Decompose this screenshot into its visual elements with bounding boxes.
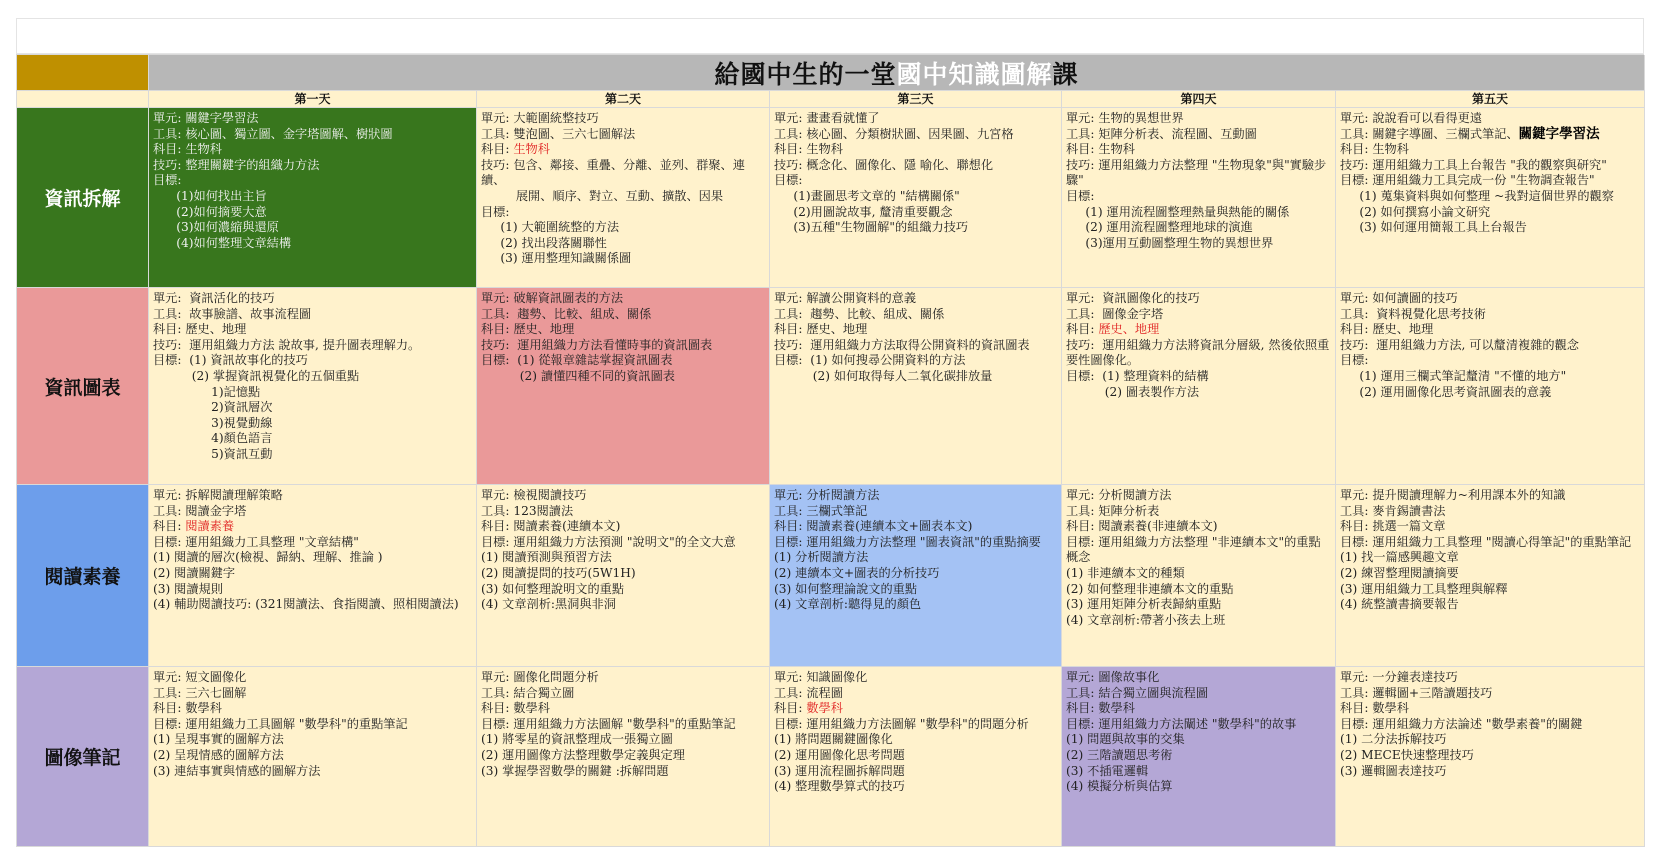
header-blank-cell[interactable] <box>17 91 149 108</box>
spreadsheet <box>16 18 1644 848</box>
cell-r1-d3[interactable]: 單元: 畫畫看就懂了 工具: 核心圖、分類樹狀圖、因果圖、九宮格 科目: 生物科 技巧: 概念化、圖像化、隱 喻化、聯想化 目標: (1)畫圖思考文章的 "結構關係" (2)用圖說故事, 釐清重要觀念 (3)五種"生物圖解"的組織力技巧 <box>770 108 1062 288</box>
day-header-2[interactable]: 第二天 <box>477 91 770 108</box>
cell-r3-d1[interactable]: 單元: 拆解閱讀理解策略 工具: 閱讀金字塔 科目: 閱讀素養 目標: 運用組織力工具整理 "文章結構" (1) 閱讀的層次(檢視、歸納、理解、推論 ) (2) 閱讀關鍵字 (3) 閱讀規則 (4) 輔助閱讀技巧: (321閱讀法、食指閱讀、照相閱讀法) <box>149 485 477 667</box>
cell-r3-d4[interactable]: 單元: 分析閱讀方法 工具: 矩陣分析表 科目: 閱讀素養(非連續本文) 目標: 運用組織力方法整理 "非連續本文"的重點概念 (1) 非連續本文的種類 (2) 如何整理非連續本文的重點 (3) 運用矩陣分析表歸納重點 (4) 文章剖析:帶著小孩去上班 <box>1062 485 1336 667</box>
cell-r2-d2[interactable]: 單元: 破解資訊圖表的方法 工具: 趨勢、比較、組成、關係 科目: 歷史、地理 技巧: 運用組織力方法看懂時事的資訊圖表 目標: (1) 從報章雜誌掌握資訊圖表 (2) 讀懂四種不同的資訊圖表 <box>477 288 770 485</box>
cell-r2-d3[interactable]: 單元: 解讀公開資料的意義 工具: 趨勢、比較、組成、關係 科目: 歷史、地理 技巧: 運用組織力方法取得公開資料的資訊圖表 目標: (1) 如何搜尋公開資料的方法 (2) 如何取得每人二氧化碳排放量 <box>770 288 1062 485</box>
cell-r3-d3[interactable]: 單元: 分析閱讀方法 工具: 三欄式筆記 科目: 閱讀素養(連續本文+圖表本文) 目標: 運用組織力方法整理 "圖表資訊"的重點摘要 (1) 分析閱讀方法 (2) 連續本文+圖表的分析技巧 (3) 如何整理論說文的重點 (4) 文章剖析:聽得見的顏色 <box>770 485 1062 667</box>
title-part-1: 給國中生的一堂 <box>714 59 897 89</box>
row-header-reading-literacy[interactable]: 閱讀素養 <box>17 485 149 667</box>
cell-r3-d2[interactable]: 單元: 檢視閱讀技巧 工具: 123閱讀法 科目: 閱讀素養(連續本文) 目標: 運用組織力方法預測 "說明文"的全文大意 (1) 閱讀預測與預習方法 (2) 閱讀提問的技巧(5W1H) (3) 如何整理說明文的重點 (4) 文章剖析:黑洞與非洞 <box>477 485 770 667</box>
row-header-info-breakdown[interactable]: 資訊拆解 <box>17 108 149 288</box>
cell-r1-d1[interactable]: 單元: 關鍵字學習法 工具: 核心圖、獨立圖、金字塔圖解、樹狀圖 科目: 生物科 技巧: 整理關鍵字的組織力方法 目標: (1)如何找出主旨 (2)如何摘要大意 (3)如何濃縮與還原 (4)如何整理文章結構 <box>149 108 477 288</box>
cell-r4-d5[interactable]: 單元: 一分鐘表達技巧 工具: 邏輯圖+三階讀題技巧 科目: 數學科 目標: 運用組織力方法論述 "數學素養"的關鍵 (1) 二分法拆解技巧 (2) MECE快速整理技巧 (3) 邏輯圖表達技巧 <box>1336 667 1645 847</box>
cell-r3-d5[interactable]: 單元: 提升閱讀理解力~利用課本外的知識 工具: 麥肯錫讀書法 科目: 挑選一篇文章 目標: 運用組織力工具整理 "閱讀心得筆記"的重點筆記 (1) 找一篇感興趣文章 (2) 練習整理閱讀摘要 (3) 運用組織力工具整理與解釋 (4) 統整讀書摘要報告 <box>1336 485 1645 667</box>
cell-r2-d4[interactable]: 單元: 資訊圖像化的技巧 工具: 圖像金字塔 科目: 歷史、地理 技巧: 運用組織力方法將資訊分層級, 然後依照重要性圖像化。 目標: (1) 整理資料的結構 (2) 圖表製作方法 <box>1062 288 1336 485</box>
cell-r2-d5[interactable]: 單元: 如何讀圖的技巧 工具: 資料視覺化思考技術 科目: 歷史、地理 技巧: 運用組織力方法, 可以釐清複雜的觀念 目標: (1) 運用三欄式筆記釐清 "不懂的地方" (2) 運用圖像化思考資訊圖表的意義 <box>1336 288 1645 485</box>
page-title[interactable] <box>149 55 1645 91</box>
cell-r1-d5[interactable]: 單元: 說說看可以看得更遠 工具: 關鍵字導圖、三欄式筆記、關鍵字學習法 科目: 生物科 技巧: 運用組織力工具上台報告 "我的觀察與研究" 目標: 運用組織力工具完成一份 "生物調查報告" (1) 蒐集資料與如何整理 ~我對這個世界的觀察 (2) 如何撰寫小論文研究 (3) 如何運用簡報工具上台報告 <box>1336 108 1645 288</box>
cell-r4-d4[interactable]: 單元: 圖像故事化 工具: 結合獨立圖與流程圖 科目: 數學科 目標: 運用組織力方法闡述 "數學科"的故事 (1) 問題與故事的交集 (2) 三階讀題思考術 (3) 不插電邏輯 (4) 模擬分析與估算 <box>1062 667 1336 847</box>
title-part-3: 課 <box>1052 59 1079 89</box>
day-header-1[interactable]: 第一天 <box>149 91 477 108</box>
cell-r4-d3[interactable]: 單元: 知識圖像化 工具: 流程圖 科目: 數學科 目標: 運用組織力方法圖解 "數學科"的問題分析 (1) 將問題關鍵圖像化 (2) 運用圖像化思考問題 (3) 運用流程圖拆解問題 (4) 整理數學算式的技巧 <box>770 667 1062 847</box>
day-header-5[interactable]: 第五天 <box>1336 91 1645 108</box>
row-header-visual-notes[interactable]: 圖像筆記 <box>17 667 149 847</box>
day-header-3[interactable]: 第三天 <box>770 91 1062 108</box>
cell-r2-d1[interactable]: 單元: 資訊活化的技巧 工具: 故事臉譜、故事流程圖 科目: 歷史、地理 技巧: 運用組織力方法 說故事, 提升圖表理解力。 目標: (1) 資訊故事化的技巧 (2) 掌握資訊視覺化的五個重點 1)記憶點 2)資訊層次 3)視覺動線 4)顏色語言 5)資訊互動 <box>149 288 477 485</box>
cell-r1-d2[interactable]: 單元: 大範圍統整技巧 工具: 雙泡圖、三六七圖解法 科目: 生物科 技巧: 包含、鄰接、重疊、分離、並列、群聚、連續、 展開、順序、對立、互動、擴散、因果 目標: (1) 大範圍統整的方法 (2) 找出段落關聯性 (3) 運用整理知識關係圖 <box>477 108 770 288</box>
top-blank-row <box>16 18 1644 54</box>
cell-r4-d1[interactable]: 單元: 短文圖像化 工具: 三六七圖解 科目: 數學科 目標: 運用組織力工具圖解 "數學科"的重點筆記 (1) 呈現事實的圖解方法 (2) 呈現情感的圖解方法 (3) 連結事實與情感的圖解方法 <box>149 667 477 847</box>
row-header-info-charts[interactable]: 資訊圖表 <box>17 288 149 485</box>
cell-r4-d2[interactable]: 單元: 圖像化問題分析 工具: 結合獨立圖 科目: 數學科 目標: 運用組織力方法圖解 "數學科"的重點筆記 (1) 將零星的資訊整理成一張獨立圖 (2) 運用圖像方法整理數學定義與定理 (3) 掌握學習數學的關鍵 :拆解問題 <box>477 667 770 847</box>
cell-r1-d4[interactable]: 單元: 生物的異想世界 工具: 矩陣分析表、流程圖、互動圖 科目: 生物科 技巧: 運用組織力方法整理 "生物現象"與"實驗步驟" 目標: (1) 運用流程圖整理熱量與熱能的關係 (2) 運用流程圖整理地球的演進 (3)運用互動圖整理生物的異想世界 <box>1062 108 1336 288</box>
title-part-2: 國中知識圖解 <box>896 59 1053 89</box>
day-header-4[interactable]: 第四天 <box>1062 91 1336 108</box>
corner-cell[interactable] <box>17 55 149 91</box>
schedule-grid <box>16 54 1644 847</box>
